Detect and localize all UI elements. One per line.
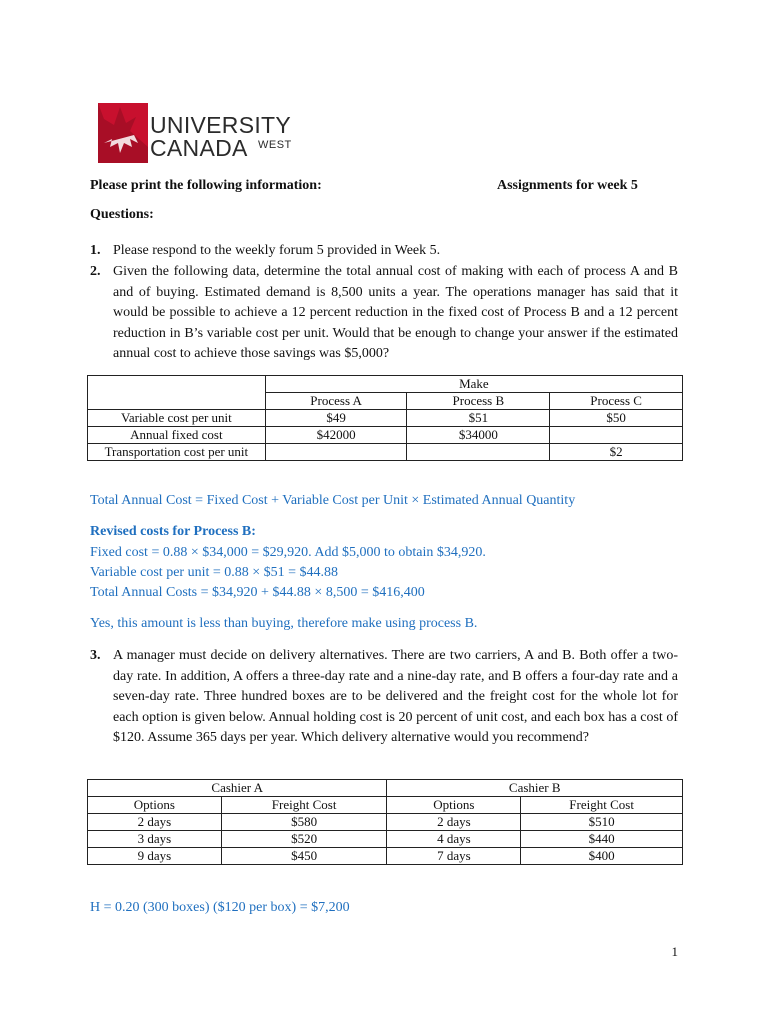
question-1-number: 1. [90, 243, 101, 258]
answer-3-line-1: H = 0.20 (300 boxes) ($120 per box) = $7,200 [90, 900, 350, 915]
revised-heading: Revised costs for Process B: [90, 524, 256, 539]
table-cell [88, 376, 266, 410]
table-header: Process A [265, 393, 407, 410]
maple-leaf-icon [90, 97, 150, 163]
carrier-freight-table [87, 779, 683, 865]
table-cell: Variable cost per unit [88, 410, 266, 427]
table-row [88, 444, 683, 461]
questions-heading: Questions: [90, 207, 154, 222]
table-cell: 3 days [88, 831, 222, 848]
table-cell: $51 [407, 410, 550, 427]
table-header: Options [88, 797, 222, 814]
table-header: Process C [550, 393, 683, 410]
table-cell: $520 [221, 831, 387, 848]
table-cell: $2 [550, 444, 683, 461]
cashier-a-header: Cashier A [88, 780, 387, 797]
table-cell: 9 days [88, 848, 222, 865]
table-header: Options [387, 797, 521, 814]
table-row [88, 376, 683, 393]
question-1-text: Please respond to the weekly forum 5 provided in Week 5. [113, 243, 441, 258]
table-cell: $34000 [407, 427, 550, 444]
table-cell: $50 [550, 410, 683, 427]
table-cell: 2 days [387, 814, 521, 831]
answer-line-3: Total Annual Costs = $34,920 + $44.88 × 8,500 = $416,400 [90, 585, 425, 600]
header-left: Please print the following information: [90, 178, 322, 193]
table-cell [550, 427, 683, 444]
question-2-text: Given the following data, determine the total annual cost of making with each of process A and B and of buying. Estimated demand is 8,500 units a year. The operations manager has said that it would be possible to achieve a 12 percent reduction in the fixed cost of Process B and a 12 percent reduction in B’s variable cost per unit. Would that be enough to change your answer if the estimated annual cost to achieve those savings was $5,000? [113, 264, 678, 361]
table-row [88, 831, 683, 848]
table-row [88, 814, 683, 831]
table-row [88, 427, 683, 444]
table-cell: $42000 [265, 427, 407, 444]
table-cell: Annual fixed cost [88, 427, 266, 444]
table-row [88, 780, 683, 797]
answer-formula: Total Annual Cost = Fixed Cost + Variable Cost per Unit × Estimated Annual Quantity [90, 493, 576, 508]
table-cell: 4 days [387, 831, 521, 848]
logo-text-university: UNIVERSITY [150, 112, 292, 138]
table-cell: $49 [265, 410, 407, 427]
page-number: 1 [671, 944, 678, 959]
process-cost-table [87, 375, 683, 461]
question-2-number: 2. [90, 264, 101, 279]
table-row [88, 848, 683, 865]
table-cell: $440 [521, 831, 683, 848]
table-row [88, 410, 683, 427]
table-cell: $400 [521, 848, 683, 865]
table-cell: 2 days [88, 814, 222, 831]
answer-line-1: Fixed cost = 0.88 × $34,000 = $29,920. Add $5,000 to obtain $34,920. [90, 545, 486, 560]
table-header: Freight Cost [221, 797, 387, 814]
cashier-b-header: Cashier B [387, 780, 683, 797]
answer-line-2: Variable cost per unit = 0.88 × $51 = $44.88 [90, 565, 339, 580]
make-header: Make [265, 376, 682, 393]
table-header: Freight Cost [521, 797, 683, 814]
logo-text-canada: CANADA [150, 135, 248, 161]
table-row [88, 797, 683, 814]
question-3-text: A manager must decide on delivery alternatives. There are two carriers, A and B. Both offer a two-day rate. In addition, A offers a three-day rate and a nine-day rate, and B offers a four-day rate and a seven-day rate. Three hundred boxes are to be delivered and the freight cost for the whole lot for each option is given below. Annual holding cost is 20 percent of unit cost, and each box has a cost of $120. Assume 365 days per year. Which delivery alternative would you recommend? [113, 648, 678, 745]
table-cell [265, 444, 407, 461]
table-cell: $510 [521, 814, 683, 831]
table-cell: $450 [221, 848, 387, 865]
question-3-number: 3. [90, 648, 101, 663]
table-cell [407, 444, 550, 461]
header-right: Assignments for week 5 [497, 178, 638, 193]
table-cell: $580 [221, 814, 387, 831]
table-header: Process B [407, 393, 550, 410]
answer-conclusion: Yes, this amount is less than buying, therefore make using process B. [90, 616, 478, 631]
table-cell: 7 days [387, 848, 521, 865]
table-cell: Transportation cost per unit [88, 444, 266, 461]
logo-text-west: WEST [258, 139, 292, 151]
